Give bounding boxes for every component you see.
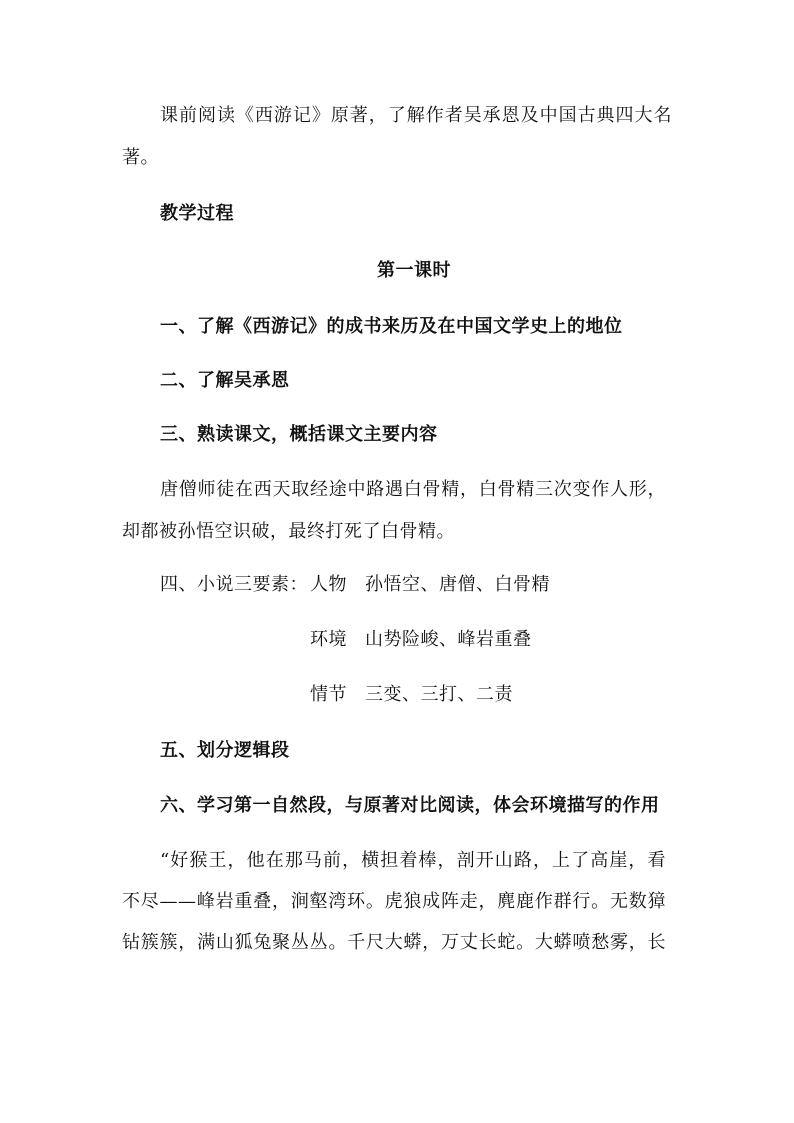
summary-line-1: 唐僧师徒在西天取经途中路遇白骨精，白骨精三次变作人形， bbox=[160, 479, 666, 500]
elements-label: 四、小说三要素： bbox=[160, 574, 308, 595]
section-6-heading: 六、学习第一自然段，与原著对比阅读，体会环境描写的作用 bbox=[160, 795, 660, 816]
section-2-heading: 二、了解吴承恩 bbox=[160, 370, 290, 391]
summary-line-2: 却都被孙悟空识破，最终打死了白骨精。 bbox=[122, 521, 455, 542]
section-5-heading: 五、划分逻辑段 bbox=[160, 740, 290, 761]
quote-line-3: 钻簇簇，满山狐兔聚丛丛。千尺大蟒，万丈长蛇。大蟒喷愁雾，长 bbox=[122, 932, 666, 953]
intro-line-1: 课前阅读《西游记》原著，了解作者吴承恩及中国古典四大名 bbox=[160, 105, 672, 126]
quote-line-2: 不尽——峰岩重叠，涧壑湾环。虎狼成阵走，麂鹿作群行。无数獐 bbox=[122, 891, 666, 912]
intro-line-2: 著。 bbox=[122, 147, 159, 168]
element-value-environment: 山势险峻、峰岩重叠 bbox=[365, 629, 532, 650]
lesson-title: 第一课时 bbox=[377, 260, 451, 281]
quote-line-1: “好猴王，他在那马前，横担着棒，剖开山路，上了高崖，看 bbox=[160, 850, 666, 871]
section-1-heading: 一、了解《西游记》的成书来历及在中国文学史上的地位 bbox=[160, 316, 623, 337]
section-3-heading: 三、熟读课文，概括课文主要内容 bbox=[160, 424, 438, 445]
element-value-plot: 三变、三打、二责 bbox=[365, 684, 513, 705]
element-value-characters: 孙悟空、唐僧、白骨精 bbox=[365, 574, 550, 595]
process-heading: 教学过程 bbox=[160, 203, 234, 224]
element-key-plot: 情节 bbox=[310, 684, 347, 705]
element-key-environment: 环境 bbox=[310, 629, 347, 650]
element-key-characters: 人物 bbox=[310, 574, 347, 595]
